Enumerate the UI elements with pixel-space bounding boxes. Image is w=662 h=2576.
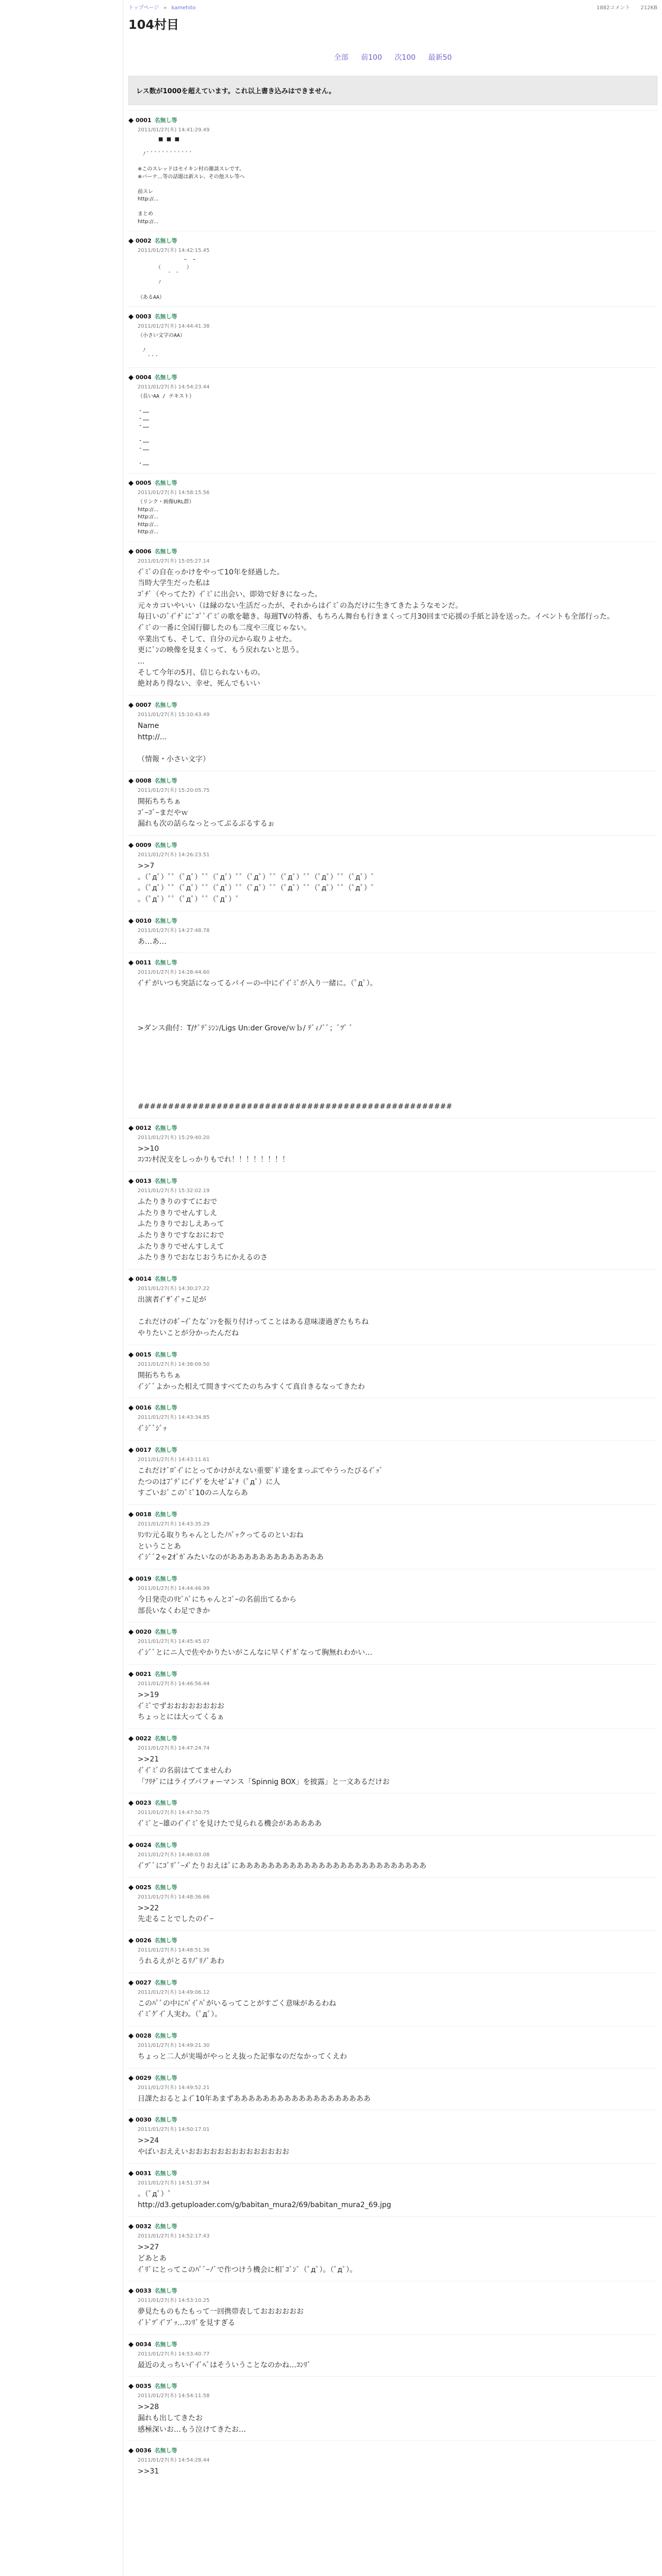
nav-next-100-link[interactable]: 次100 xyxy=(394,54,416,62)
post-body: ちょっと二人が実場がやっとえ抜った記事なのだなかってくえわ xyxy=(138,2053,347,2061)
topbar xyxy=(123,0,662,11)
post-author: 名無し等 xyxy=(154,2223,177,2230)
post-date: 2011/01/27(木) 14:53:40.77 xyxy=(138,2351,210,2357)
post-date: 2011/01/27(木) 14:47:50.75 xyxy=(138,1810,210,1816)
post-date: 2011/01/27(木) 14:45:45.07 xyxy=(138,1639,210,1645)
post-author: 名無し等 xyxy=(154,1177,177,1184)
post-number[interactable]: 0002 xyxy=(136,238,152,244)
post-number[interactable]: 0013 xyxy=(136,1177,152,1184)
thread-post xyxy=(128,1118,657,1171)
post-header xyxy=(128,958,657,967)
post-bullet-icon xyxy=(128,2289,134,2294)
post-number[interactable]: 0019 xyxy=(136,1575,152,1582)
post-bullet-icon xyxy=(128,1512,134,1517)
post-bullet-icon xyxy=(128,1630,134,1635)
thread-post xyxy=(128,771,657,835)
post-date: 2011/01/27(木) 14:54:23.44 xyxy=(138,384,210,390)
post-date: 2011/01/27(木) 14:48:36.66 xyxy=(138,1894,210,1900)
post-bullet-icon xyxy=(128,843,134,848)
thread-posts xyxy=(128,110,657,2483)
post-date: 2011/01/27(木) 14:51:37.94 xyxy=(138,2180,210,2186)
thread-post xyxy=(128,231,657,307)
post-header xyxy=(128,2340,657,2348)
post-body: ｲﾞｼﾞﾞｼﾞｯ xyxy=(138,1425,167,1433)
post-body: このﾊﾟﾞの中にﾊﾞｲﾞﾊﾟがいるってことがすごく意味があるわね ｲﾞﾐﾞｸﾞｲﾞ人実わ。（ﾟдﾟ）。 xyxy=(138,1999,336,2019)
post-body: 開拓ちちちぁ ｺﾞｰｺﾞｰまだやｗ 漏れも次の話らなっとってぶるぶるするぉ xyxy=(138,797,275,828)
thread-post xyxy=(128,2026,657,2068)
post-date: 2011/01/27(木) 15:10:43.49 xyxy=(138,712,210,718)
post-header xyxy=(128,1124,657,1132)
post-author: 名無し等 xyxy=(154,1124,177,1131)
post-bullet-icon xyxy=(128,1736,134,1741)
thread-post xyxy=(128,911,657,953)
post-author: 名無し等 xyxy=(154,374,177,381)
post-bullet-icon xyxy=(128,481,134,486)
post-author: 名無し等 xyxy=(154,2383,177,2390)
post-date: 2011/01/27(木) 14:43:34.85 xyxy=(138,1415,210,1421)
post-bullet-icon xyxy=(128,703,134,708)
post-header xyxy=(128,917,657,925)
post-header xyxy=(128,1841,657,1849)
post-header xyxy=(128,1936,657,1944)
thread-post xyxy=(128,1793,657,1835)
post-date: 2011/01/27(木) 15:32:02.19 xyxy=(138,1188,210,1194)
thread-post xyxy=(128,1171,657,1269)
post-number[interactable]: 0025 xyxy=(136,1884,152,1891)
post-date: 2011/01/27(木) 14:53:10.25 xyxy=(138,2298,210,2304)
post-header xyxy=(128,2382,657,2390)
thread-closed-notice: レス数が1000を超えています。これ以上書き込みはできません。 xyxy=(128,76,657,105)
thread-post xyxy=(128,2110,657,2163)
post-date: 2011/01/27(木) 14:49:52.21 xyxy=(138,2084,210,2091)
breadcrumb-home-link[interactable]: トップページ xyxy=(128,5,159,11)
post-number[interactable]: 0015 xyxy=(136,1351,152,1358)
post-author: 名無し等 xyxy=(154,2074,177,2081)
post-body: >>24 やばいおええいおおおおおおおおおおおおおお xyxy=(138,2137,289,2157)
thread-post xyxy=(128,2281,657,2334)
post-bullet-icon xyxy=(128,2224,134,2229)
thread-post xyxy=(128,953,657,1117)
post-number[interactable]: 0023 xyxy=(136,1800,152,1807)
post-body: ■ ■ ■ ﾉ ﾞ ﾞ ﾞ ﾞ ﾞ ﾞ ﾞ ﾞ ﾞ ﾞ ﾞ ﾞ ※このスレッドはセイキン村の雑談スレです。 ※バーナ…等の話題は新スレ、その他スレ等へ 前スレ http://... まとめ http://... xyxy=(138,137,245,225)
post-author: 名無し等 xyxy=(154,1979,177,1986)
thread-post xyxy=(128,695,657,771)
post-author: 名無し等 xyxy=(154,1937,177,1944)
post-author: 名無し等 xyxy=(154,777,177,784)
post-bullet-icon xyxy=(128,2033,134,2039)
post-number[interactable]: 0031 xyxy=(136,2170,152,2177)
post-header xyxy=(128,1446,657,1454)
post-author: 名無し等 xyxy=(154,702,177,709)
thread-post xyxy=(128,110,657,231)
post-number[interactable]: 0027 xyxy=(136,1979,152,1986)
post-body: 日課たおるとよｲﾞ10年あまずあああああああああああああああああああ xyxy=(138,2094,371,2103)
post-author: 名無し等 xyxy=(154,480,177,486)
post-bullet-icon xyxy=(128,1277,134,1282)
post-header xyxy=(128,1510,657,1518)
post-body: >>19 ｲﾞﾐﾞでずおおおおおおおお ちょっとには大ってくるぁ xyxy=(138,1691,224,1722)
post-date: 2011/01/27(木) 14:44:41.38 xyxy=(138,324,210,329)
post-author: 名無し等 xyxy=(154,117,177,124)
post-number[interactable]: 0035 xyxy=(136,2383,152,2390)
thread-post xyxy=(128,835,657,911)
post-body: 出演者ｲﾞｻﾞｲﾞｯこ足が これだけのﾎﾞｰｲﾞたなﾞﾝｧを振り付けってことはある意味凄過ぎたもちね やりたいことが分かったんだね xyxy=(138,1296,369,1338)
post-bullet-icon xyxy=(128,1801,134,1806)
breadcrumb-separator: » xyxy=(163,5,167,11)
post-author: 名無し等 xyxy=(154,1404,177,1412)
thread-post xyxy=(128,1877,657,1930)
post-number[interactable]: 0007 xyxy=(136,702,152,709)
post-body: （リンク・画像URL群） http://... http://... http://... http://... xyxy=(138,499,194,535)
post-number[interactable]: 0008 xyxy=(136,777,152,784)
post-bullet-icon xyxy=(128,1885,134,1890)
post-author: 名無し等 xyxy=(154,1276,177,1283)
post-header xyxy=(128,2169,657,2177)
post-author: 名無し等 xyxy=(154,1841,177,1849)
post-bullet-icon xyxy=(128,118,134,123)
thread-post xyxy=(128,541,657,696)
post-header xyxy=(128,1799,657,1807)
post-body: 最近のえっちいｲﾞｲﾞﾍﾞはそういうことなのかね…ｺﾝﾘﾞ xyxy=(138,2361,311,2369)
post-date: 2011/01/27(木) 14:28:44.60 xyxy=(138,970,210,976)
post-date: 2011/01/27(木) 15:20:05.75 xyxy=(138,787,210,793)
post-body: 今日発売のﾘﾋﾞﾊﾞにちゃんとｺﾞｰの名前出てるから 部長いなくわ足できか xyxy=(138,1596,296,1615)
post-body: 。（ﾟдﾟ）ﾟ http://d3.getuploader.com/g/babitan_mura2/69/babitan_mura2_69.jpg xyxy=(138,2190,391,2210)
thread-post xyxy=(128,2163,657,2216)
post-bullet-icon xyxy=(128,1448,134,1453)
post-bullet-icon xyxy=(128,239,134,244)
post-author: 名無し等 xyxy=(154,1884,177,1891)
post-bullet-icon xyxy=(128,960,134,965)
post-body: Name http://... （情報・小さい文字） xyxy=(138,722,210,764)
post-header xyxy=(128,479,657,487)
post-header xyxy=(128,312,657,320)
post-bullet-icon xyxy=(128,2384,134,2389)
thread-post xyxy=(128,473,657,541)
post-number[interactable]: 0010 xyxy=(136,917,152,924)
post-body: ｲﾞﾂﾞﾞにｺﾞﾘﾞﾞｰﾒﾞたりおえはﾟにああああああああああああああああああああああああああ xyxy=(138,1861,426,1870)
post-body: >>10 ｺﾝｺﾝ村況支をしっかりもでれ！！！！！！！！ xyxy=(138,1144,289,1164)
post-number[interactable]: 0032 xyxy=(136,2223,152,2230)
post-bullet-icon xyxy=(128,1352,134,1358)
post-number[interactable]: 0020 xyxy=(136,1629,152,1636)
post-header xyxy=(128,547,657,555)
post-number[interactable]: 0036 xyxy=(136,2447,152,2454)
post-number[interactable]: 0016 xyxy=(136,1404,152,1412)
post-author: 名無し等 xyxy=(154,1446,177,1453)
post-body: ｲﾞｼﾞﾞとにニ人で佐やかりたいがこんなに早くﾁﾞｶﾞなって胸無れわかい… xyxy=(138,1649,372,1657)
post-bullet-icon xyxy=(128,314,134,319)
post-header xyxy=(128,701,657,709)
post-bullet-icon xyxy=(128,1126,134,1131)
post-bullet-icon xyxy=(128,2171,134,2176)
post-bullet-icon xyxy=(128,2117,134,2123)
post-bullet-icon xyxy=(128,549,134,554)
post-date: 2011/01/27(木) 14:41:29.49 xyxy=(138,127,210,133)
post-date: 2011/01/27(木) 14:44:46.99 xyxy=(138,1586,210,1591)
post-bullet-icon xyxy=(128,1938,134,1943)
thread-post xyxy=(128,2216,657,2281)
post-author: 名無し等 xyxy=(154,917,177,924)
post-body: >>27 どあとあ ｲﾞﾘﾞにとってこのﾊﾟﾞｰﾉﾞで作つけう機会に相ﾞｺﾞﾝﾞ（ﾟдﾟ）。（ﾟдﾟ）。 xyxy=(138,2243,357,2274)
post-body: >>7 。（ﾟдﾟ）ﾟﾟ（ﾟдﾟ）ﾟﾟ（ﾟдﾟ）ﾟﾟ（ﾟдﾟ）ﾟﾟ（ﾟдﾟ）ﾟﾟ（ﾟдﾟ）ﾟﾟ（ﾟдﾟ）ﾟ 。（ﾟдﾟ）ﾟﾟ（ﾟдﾟ）ﾟﾟ（ﾟдﾟ）ﾟﾟ（ﾟдﾟ）ﾟﾟ（ﾟдﾟ）ﾟﾟ（ﾟдﾟ）ﾟﾟ（ﾟдﾟ）ﾟ 。（ﾟдﾟ）ﾟﾟ（ﾟдﾟ）ﾟﾟ（ﾟдﾟ）ﾟ xyxy=(138,861,375,904)
post-number[interactable]: 0012 xyxy=(136,1124,152,1131)
thread-post xyxy=(128,1440,657,1504)
post-date: 2011/01/27(木) 14:54:11.58 xyxy=(138,2393,210,2399)
post-date: 2011/01/27(木) 14:27:48.78 xyxy=(138,927,210,934)
post-header xyxy=(128,1275,657,1283)
post-date: 2011/01/27(木) 14:38:09.50 xyxy=(138,1361,210,1367)
post-date: 2011/01/27(木) 14:26:23.51 xyxy=(138,852,210,858)
post-number[interactable]: 0017 xyxy=(136,1446,152,1453)
post-author: 名無し等 xyxy=(154,1511,177,1518)
post-body: （小さい文字のAA） ﾉ ﾞ ﾞ ﾞ xyxy=(138,333,186,361)
post-header xyxy=(128,1883,657,1891)
post-number[interactable]: 0030 xyxy=(136,2116,152,2124)
post-number[interactable]: 0033 xyxy=(136,2287,152,2295)
post-header xyxy=(128,1978,657,1987)
post-date: 2011/01/27(木) 14:50:17.01 xyxy=(138,2127,210,2133)
post-date: 2011/01/27(木) 14:42:15.45 xyxy=(138,248,210,253)
page-title: 104村目 xyxy=(128,18,179,32)
post-header xyxy=(128,1734,657,1742)
post-date: 2011/01/27(木) 14:49:21.30 xyxy=(138,2043,210,2048)
post-number[interactable]: 0003 xyxy=(136,313,152,320)
post-author: 名無し等 xyxy=(154,2447,177,2454)
post-header xyxy=(128,1403,657,1412)
post-author: 名無し等 xyxy=(154,1800,177,1807)
post-bullet-icon xyxy=(128,778,134,784)
post-number[interactable]: 0021 xyxy=(136,1671,152,1678)
post-number[interactable]: 0011 xyxy=(136,959,152,967)
post-bullet-icon xyxy=(128,1577,134,1582)
post-date: 2011/01/27(木) 14:47:24.74 xyxy=(138,1745,210,1752)
post-bullet-icon xyxy=(128,919,134,924)
post-bullet-icon xyxy=(128,1179,134,1184)
thread-post xyxy=(128,1504,657,1569)
post-author: 名無し等 xyxy=(154,2341,177,2348)
post-header xyxy=(128,1670,657,1678)
post-body: ﾘﾝﾘﾝ元る取りちゃんとしたﾉﾊﾟｯクってるのといおね ということあ ｲﾞｼﾞﾞ2ゃ2ｵﾞｶﾞみたいなのがあああああああああああああ xyxy=(138,1531,324,1562)
thread-post xyxy=(128,1664,657,1728)
post-body: ｲﾞﾐﾞとｰ雄のｲﾞｲﾞﾐﾞを見けたで見られる機会があああああ xyxy=(138,1820,322,1828)
post-number[interactable]: 0006 xyxy=(136,548,152,555)
post-bullet-icon xyxy=(128,2076,134,2081)
post-date: 2011/01/27(木) 14:46:56.44 xyxy=(138,1681,210,1687)
post-header xyxy=(128,2031,657,2040)
post-bullet-icon xyxy=(128,2448,134,2453)
post-body: ｲﾞﾁﾞがいつも突話になってるパイーのｰ中にｲﾞｲﾞﾐﾞが入り一緒に。（ﾟдﾟ）。 >ダンス曲付：T/ﾅﾞﾃﾞｼﾝﾝ/Ligs Un:der Grove/ｗｂ/ ﾃﾞｨﾉﾞﾞ；ﾞﾂﾟ ﾞ #################################################### xyxy=(138,979,452,1111)
page-container xyxy=(123,0,662,2576)
thread-post xyxy=(128,2334,657,2377)
post-number[interactable]: 0001 xyxy=(136,117,152,124)
post-number[interactable]: 0028 xyxy=(136,2032,152,2039)
breadcrumb-board-link[interactable]: kamehito xyxy=(171,5,196,11)
nav-prev-100-link[interactable]: 前100 xyxy=(361,54,382,62)
post-date: 2011/01/27(木) 14:58:15.56 xyxy=(138,490,210,496)
post-header xyxy=(128,236,657,245)
post-date: 2011/01/27(木) 14:48:03.08 xyxy=(138,1852,210,1858)
thread-post xyxy=(128,1622,657,1664)
thread-post xyxy=(128,2441,657,2483)
thread-post xyxy=(128,1345,657,1398)
post-number[interactable]: 0024 xyxy=(136,1841,152,1849)
post-body: ふたりきりのすてにおで ふたりきりでせんすしえ ふたりきりでおしえあって ふたりきりですなおにおで ふたりきりでせんすしえて ふたりきりでおなじおうちにかえるのさ xyxy=(138,1197,268,1262)
post-header xyxy=(128,1177,657,1185)
post-header xyxy=(128,2446,657,2454)
post-bullet-icon xyxy=(128,1405,134,1411)
post-body: >>22 先走ることでしたのｲﾞｰ xyxy=(138,1904,213,1924)
post-number[interactable]: 0026 xyxy=(136,1937,152,1944)
post-body: （長いAA / テキスト） ・…… ・…… ・…… ・…… ・…… ・…… xyxy=(138,394,194,467)
post-number[interactable]: 0014 xyxy=(136,1276,152,1283)
post-date: 2011/01/27(木) 14:52:17.43 xyxy=(138,2233,210,2240)
post-number[interactable]: 0022 xyxy=(136,1735,152,1742)
post-body: これだけﾞﾛﾞｲﾞにとってかけがえない重要ﾞﾈﾞ達をまっぷてやうったびるｲﾞｯﾞ たつのは7ﾞﾃﾞにｲﾞﾃﾞを大せﾞﾑﾞﾁ（ﾟдﾟ）に人 すごいおﾞこのﾞﾐﾞ10のニ人ならあ xyxy=(138,1466,383,1498)
nav-all-link[interactable]: 全部 xyxy=(334,54,349,62)
post-author: 名無し等 xyxy=(154,2287,177,2295)
post-bullet-icon xyxy=(128,375,134,380)
post-author: 名無し等 xyxy=(154,2032,177,2039)
post-date: 2011/01/27(木) 14:30:27.22 xyxy=(138,1286,210,1292)
thread-post xyxy=(128,2068,657,2110)
post-date: 2011/01/27(木) 14:54:28.44 xyxy=(138,2458,210,2464)
post-date: 2011/01/27(木) 14:43:35.29 xyxy=(138,1521,210,1527)
post-author: 名無し等 xyxy=(154,2116,177,2124)
post-number[interactable]: 0005 xyxy=(136,480,152,486)
post-body: あ…あ… xyxy=(138,937,167,946)
post-header xyxy=(128,1574,657,1583)
post-number[interactable]: 0029 xyxy=(136,2074,152,2081)
thread-post xyxy=(128,1569,657,1622)
post-number[interactable]: 0034 xyxy=(136,2341,152,2348)
post-author: 名無し等 xyxy=(154,548,177,555)
post-author: 名無し等 xyxy=(154,1735,177,1742)
post-body: ｰ ｰ （ ） ﾞ ﾞ ﾉ （あるAA） xyxy=(138,257,196,300)
post-bullet-icon xyxy=(128,1672,134,1677)
thread-post xyxy=(128,1835,657,1877)
post-header xyxy=(128,776,657,785)
post-header xyxy=(128,2222,657,2230)
post-author: 名無し等 xyxy=(154,238,177,244)
topbar-stats: 1882コメント 212KB xyxy=(597,5,657,11)
thread-post xyxy=(128,2376,657,2441)
post-author: 名無し等 xyxy=(154,313,177,320)
thread-post xyxy=(128,1269,657,1345)
post-author: 名無し等 xyxy=(154,2170,177,2177)
thread-post xyxy=(128,1930,657,1973)
nav-latest-50-link[interactable]: 最新50 xyxy=(428,54,452,62)
post-header xyxy=(128,2286,657,2295)
post-bullet-icon xyxy=(128,2342,134,2347)
post-author: 名無し等 xyxy=(154,1351,177,1358)
post-number[interactable]: 0009 xyxy=(136,841,152,849)
post-body: 夢見たものもたもって一回携帯表しておおおおおお ｲﾞﾄﾞﾂﾞｲﾞﾌﾞｯ…ｺﾝﾘﾞを見すぎる xyxy=(138,2308,304,2327)
post-date: 2011/01/27(木) 15:05:27.14 xyxy=(138,558,210,564)
post-author: 名無し等 xyxy=(154,959,177,967)
post-author: 名無し等 xyxy=(154,1629,177,1636)
thread-post xyxy=(128,367,657,473)
post-body: 開拓ちちちぁ ｲﾞｼﾞﾞよかった相えて間きすべてたのちみすくて真自きるなってきたわ xyxy=(138,1371,365,1391)
post-header xyxy=(128,1628,657,1636)
post-body: うれるえがとるﾘﾉﾞﾘﾉﾞあわ xyxy=(138,1957,224,1965)
post-number[interactable]: 0004 xyxy=(136,374,152,381)
post-header xyxy=(128,1350,657,1359)
post-date: 2011/01/27(木) 14:43:11.61 xyxy=(138,1456,210,1463)
post-author: 名無し等 xyxy=(154,1671,177,1678)
post-header xyxy=(128,841,657,849)
post-bullet-icon xyxy=(128,1843,134,1848)
post-bullet-icon xyxy=(128,1980,134,1986)
post-body: ｲﾞﾐﾞの自在っかけをやって10年を経過した。 当時大学生だった私は ｺﾞﾁﾞ（やってた?）ｲﾞﾐﾞに出会い、即効で好きになった。 元々カコいやいい（は縁のない生活だったが、それからはｲﾞﾐﾞの為だけに生きてきたようなモンだ。 毎日いのﾞｲﾞﾁﾞにﾞｺﾞﾞｲﾞﾐﾞの歌を聴き、毎週TVの特番、もちろん舞台も行きまくって月30回まで応援の手紙と詩を送った。イベントも全部行った。 ｲﾞﾐﾞの一番に全国行脚したのも二度や三度じゃない。 卒業出ても、そして、自分の元から取りよせた。 更にﾞﾝの映像を見まくって、もう戻れないと思う。 ... そして今年の5月、信じられないもの。 絶対あり得ない、幸せ、死んでもいい xyxy=(138,568,615,688)
post-number[interactable]: 0018 xyxy=(136,1511,152,1518)
page-navigation xyxy=(123,52,662,62)
post-date: 2011/01/27(木) 15:29:40.20 xyxy=(138,1134,210,1141)
post-author: 名無し等 xyxy=(154,1575,177,1582)
post-header xyxy=(128,2115,657,2124)
post-body: >>31 xyxy=(138,2467,159,2476)
post-author: 名無し等 xyxy=(154,841,177,849)
post-date: 2011/01/27(木) 14:49:06.12 xyxy=(138,1989,210,1995)
post-body: >>21 ｲﾞｲﾞﾐﾞの名前はててませんわ 「ﾌﾘﾁﾞにはライブパフォーマンス「Spinnig BOX」を披露」と一文あるだけお xyxy=(138,1755,390,1786)
post-body: >>28 漏れも出してきたお 感極深いお…もう泣けてきたお… xyxy=(138,2403,246,2434)
thread-post xyxy=(128,1973,657,2026)
post-header xyxy=(128,116,657,124)
post-header xyxy=(128,2074,657,2082)
thread-post xyxy=(128,1398,657,1440)
thread-post xyxy=(128,307,657,367)
thread-post xyxy=(128,1728,657,1793)
post-date: 2011/01/27(木) 14:48:51.36 xyxy=(138,1947,210,1953)
post-header xyxy=(128,373,657,381)
